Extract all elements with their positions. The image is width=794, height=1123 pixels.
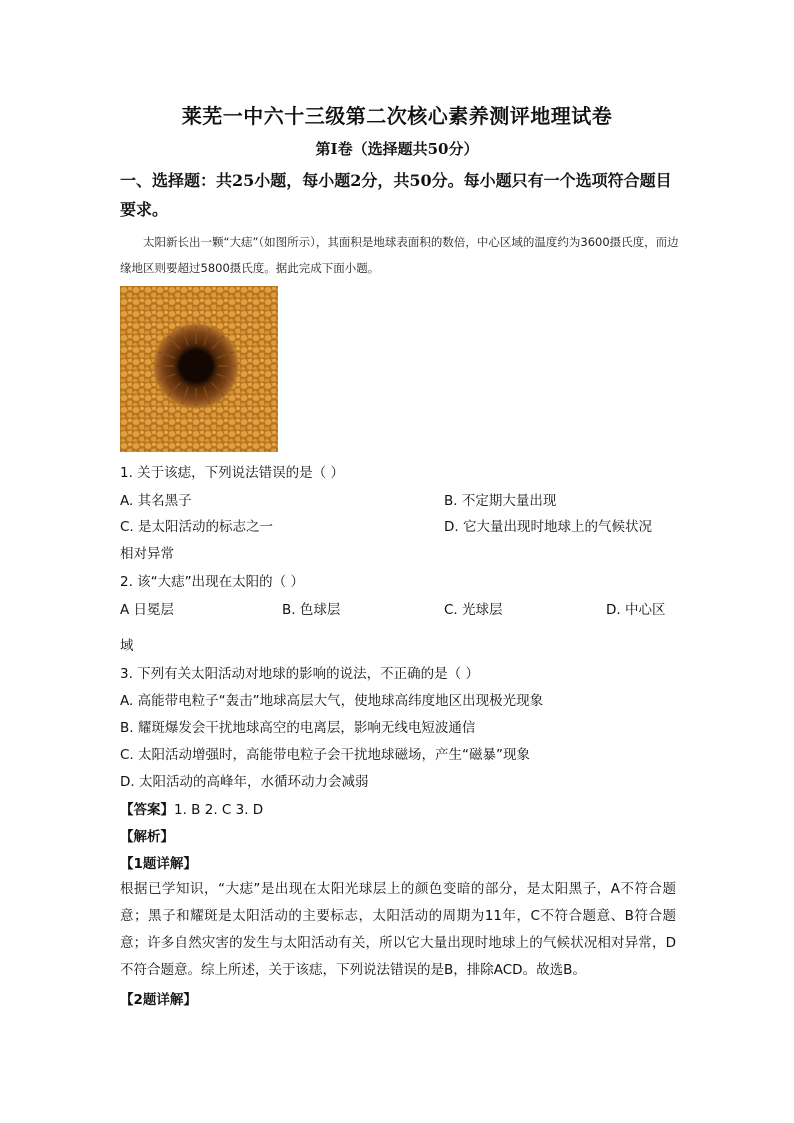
question-2-option-b: B. 色球层 — [282, 602, 341, 618]
question-2-option-a: A 日冕层 — [120, 602, 175, 618]
exam-title: 莱芜一中六十三级第二次核心素养测评地理试卷 — [181, 104, 613, 128]
question-3-option-d: D. 太阳活动的高峰年，水循环动力会减弱 — [120, 774, 369, 790]
question-1-option-a: A. 其名黑子 — [120, 493, 192, 509]
analysis-q1-text: 根据已学知识，“大痣”是出现在太阳光球层上的颜色变暗的部分，是太阳黑子，A不符合题意；黑子和耀斑是太阳活动的主要标志，太阳活动的周期为11年，C不符合题意、B符合题意；许多自然灾害的发生与太阳活动有关，所以它大量出现时地球上的气候状况相对异常，D不符合题意。综上所述，关于该痣，下列说法错误的是B，排除ACD。故选B。 — [120, 881, 676, 978]
analysis-q2-label: 【2题详解】 — [120, 992, 197, 1008]
section-heading: 一、选择题：共25小题，每小题2分，共50分。每小题只有一个选项符合题目要求。 — [120, 171, 672, 219]
question-3-stem: 3. 下列有关太阳活动对地球的影响的说法，不正确的是（ ） — [120, 666, 479, 682]
question-2-option-c: C. 光球层 — [444, 602, 503, 618]
question-2-option-d-wrap: 域 — [120, 638, 134, 654]
answer-row — [120, 798, 263, 818]
question-1-option-b: B. 不定期大量出现 — [444, 493, 557, 509]
question-2-stem: 2. 该“大痣”出现在太阳的（ ） — [120, 574, 304, 590]
question-2-option-d: D. 中心区 — [606, 602, 666, 618]
question-1-option-d: D. 它大量出现时地球上的气候状况 — [444, 519, 652, 535]
question-1-stem: 1. 关于该痣，下列说法错误的是（ ） — [120, 465, 344, 481]
analysis-label: 【解析】 — [120, 829, 174, 845]
answer-label: 【答案】 — [120, 802, 174, 818]
question-1-option-d-wrap: 相对异常 — [120, 546, 174, 562]
answer-text: 1. B 2. C 3. D — [174, 802, 264, 818]
question-intro: 太阳新长出一颗“大痣”（如图所示），其面积是地球表面积的数倍，中心区域的温度约为3600摄氏度，而边缘地区则要超过5800摄氏度。据此完成下面小题。 — [120, 235, 679, 275]
question-3-option-b: B. 耀斑爆发会干扰地球高空的电离层，影响无线电短波通信 — [120, 720, 476, 736]
question-3-option-c: C. 太阳活动增强时，高能带电粒子会干扰地球磁场，产生“磁暴”现象 — [120, 747, 530, 763]
question-1-option-c: C. 是太阳活动的标志之一 — [120, 519, 274, 535]
analysis-q1-label: 【1题详解】 — [120, 856, 197, 872]
sunspot-image — [120, 286, 278, 452]
paper-part-heading: 第Ⅰ卷（选择题共50分） — [315, 140, 479, 158]
question-3-option-a: A. 高能带电粒子“轰击”地球高层大气，使地球高纬度地区出现极光现象 — [120, 693, 544, 709]
